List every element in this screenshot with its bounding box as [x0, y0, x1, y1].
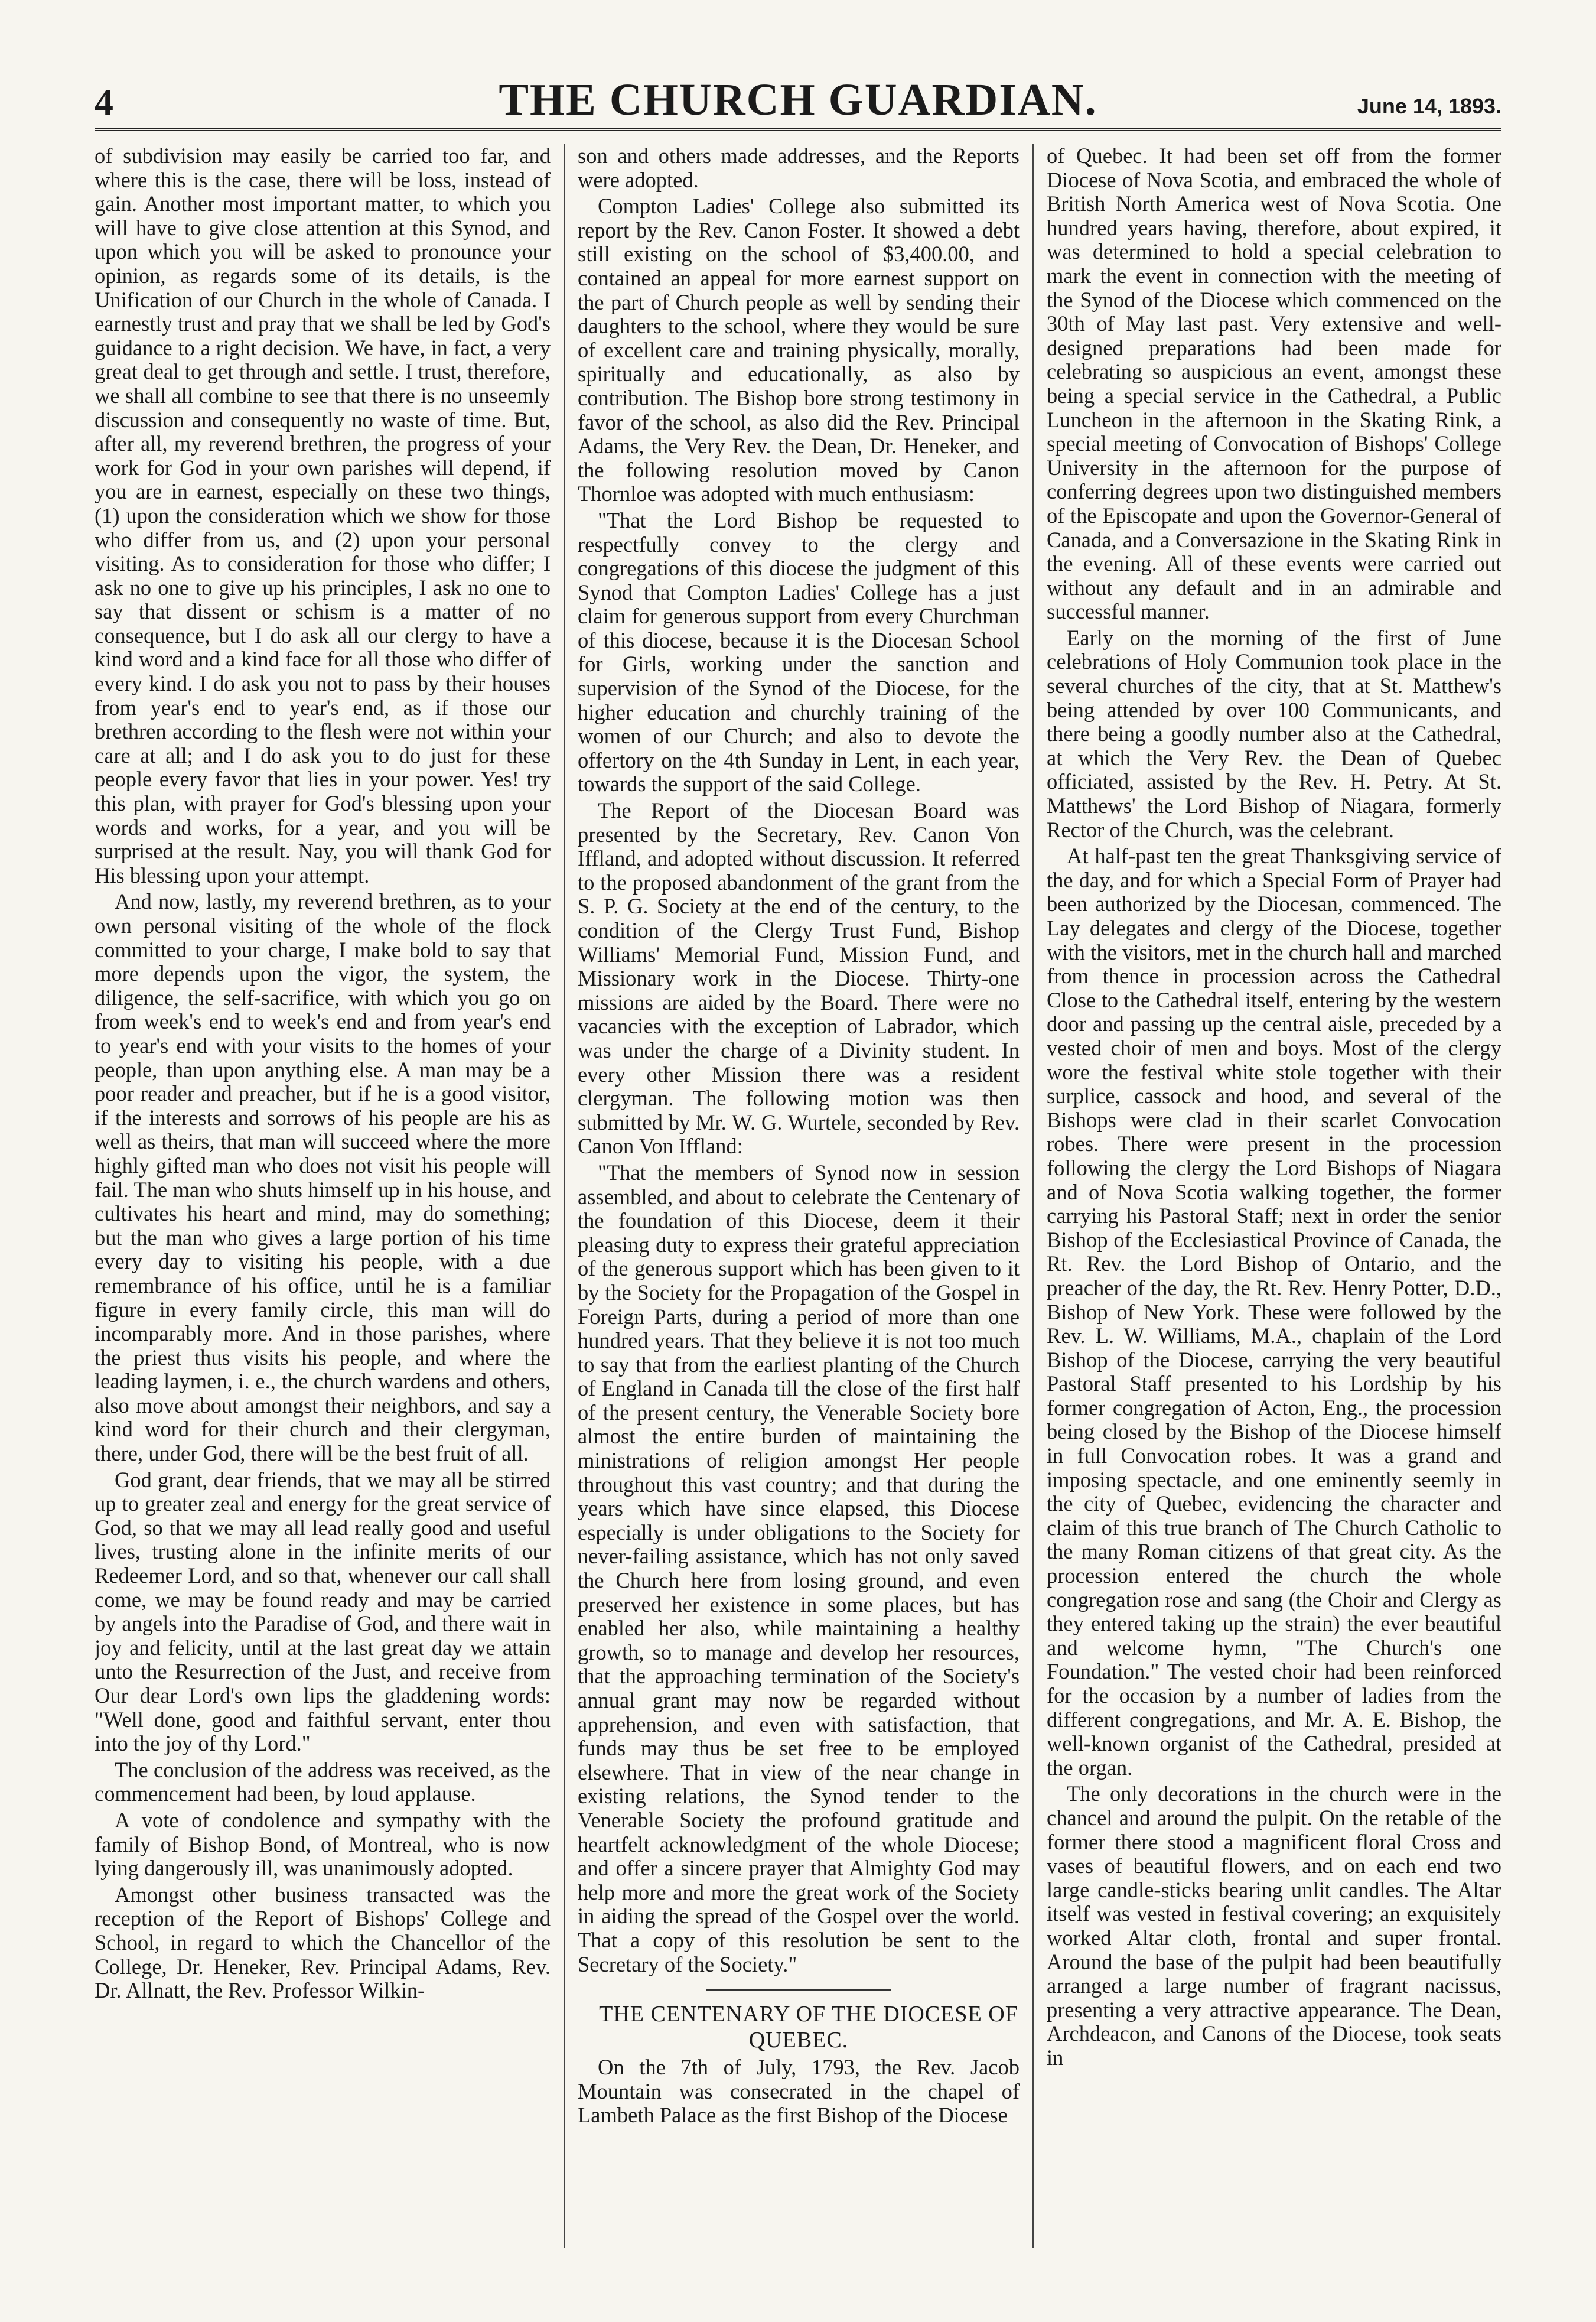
column-2: [564, 144, 1032, 2248]
paragraph: of Quebec. It had been set off from the former Diocese of Nova Scotia, and embraced the whole of British North America west of Nova Scotia. One hundred years having, therefore, about expired, it was determined to hold a special celebration to mark the event in connection with the meeting of the Synod of the Diocese which commenced on the 30th of May last past. Very extensive and well-designed preparations had been made for celebrating so auspicious an event, amongst these being a special service in the Cathedral, a Public Luncheon in the afternoon in the Skating Rink, a special meeting of Convocation of Bishops' College University in the afternoon for the purpose of conferring degrees upon two distinguished members of the Episcopate and upon the Governor-General of Canada, and a Conversazione in the Skating Rink in the evening. All of these events were carried out without any default and in an admirable and successful manner.: [1047, 144, 1501, 624]
paragraph: And now, lastly, my reverend brethren, as to your own personal visiting of the whole of the flock committed to your charge, I make bold to say that more depends upon the vigor, the system, the diligence, the self-sacrifice, with which you go on from week's end to week's end and from year's end to year's end with your visits to the homes of your people, than upon anything else. A man may be a poor reader and preacher, but if he is a good visitor, if the interests and sorrows of his people are his as well as theirs, that man will succeed where the more highly gifted man who does not visit his people will fail. The man who shuts himself up in his house, and cultivates his heart and mind, may do something; but the man who gives a large portion of his time every day to visiting his people, with a due remembrance of his office, until he is a familiar figure in every family circle, this man will do incomparably more. And in those parishes, where the priest thus visits his people, and where the leading laymen, i. e., the church wardens and others, also move about amongst their neighbors, and say a kind word for their church and their clergyman, there, under God, there will be the best fruit of all.: [95, 889, 551, 1466]
masthead: [95, 74, 1501, 131]
paragraph: God grant, dear friends, that we may all be stirred up to greater zeal and energy for the great service of God, so that we may all lead really good and useful lives, trusting alone in the infinite merits of our Redeemer Lord, and so that, whenever our call shall come, we may be found ready and may be carried by angels into the Paradise of God, and there wait in joy and felicity, until at the last great day we attain unto the Resurrection of the Just, and receive from Our dear Lord's own lips the gladdening words: "Well done, good and faithful servant, enter thou into the joy of thy Lord.": [95, 1467, 551, 1756]
paragraph: The Report of the Diocesan Board was presented by the Secretary, Rev. Canon Von Iffland, and adopted without discussion. It referred to the proposed abandonment of the grant from the S. P. G. Society at the end of the century, to the condition of the Clergy Trust Fund, Bishop Williams' Memorial Fund, Mission Fund, and Missionary work in the Diocese. Thirty-one missions are aided by the Board. There were no vacancies with the exception of Labrador, which was under the charge of a Divinity student. In every other Mission there was a resident clergyman. The following motion was then submitted by Mr. W. G. Wurtele, seconded by Rev. Canon Von Iffland:: [578, 798, 1020, 1159]
paragraph: "That the Lord Bishop be requested to respectfully convey to the clergy and congregations of this diocese the judgment of this Synod that Compton Ladies' College has a just claim for generous support from every Churchman of this diocese, because it is the Diocesan School for Girls, working under the sanction and supervision of the Synod of the Diocese, for the higher education and churchly training of the women of our Church; and also to devote the offertory on the 4th Sunday in Lent, in each year, towards the support of the said College.: [578, 508, 1020, 796]
page-number: 4: [95, 81, 113, 123]
column-3: [1032, 144, 1501, 2248]
section-heading: THE CENTENARY OF THE DIOCESE OF QUEBEC.: [599, 2002, 1018, 2053]
paragraph: Compton Ladies' College also submitted its report by the Rev. Canon Foster. It showed a debt still existing on the school of $3,400.00, and contained an appeal for more earnest support on the part of Church people as well by sending their daughters to the school, where they would be sure of excellent care and training physically, morally, spiritually and educationally, as also by contribution. The Bishop bore strong testimony in favor of the school, as also did the Rev. Principal Adams, the Very Rev. the Dean, Dr. Heneker, and the following resolution moved by Canon Thornloe was adopted with much enthusiasm:: [578, 194, 1020, 506]
paragraph: of subdivision may easily be carried too far, and where this is the case, there will be loss, instead of gain. Another most important matter, to which you will have to give close attention at this Synod, and upon which you will be asked to pronounce your opinion, as regards some of its details, is the Unification of our Church in the whole of Canada. I earnestly trust and pray that we shall be led by God's guidance to a right decision. We have, in fact, a very great deal to get through and settle. I trust, therefore, we shall all combine to see that there is no unseemly discussion and consequently no waste of time. But, after all, my reverend brethren, the progress of your work for God in your own parishes will depend, if you are in earnest, especially on these two things, (1) upon the consideration which we show for those who differ from us, and (2) upon your personal visiting. As to consideration for those who differ; I ask no one to give up his principles, I ask no one to say that dissent or schism is a matter of no consequence, but I do ask all our clergy to have a kind word and a kind face for all those who differ of every kind. I do ask you not to pass by their houses from year's end to year's end, as if those our brethren according to the flesh were not within your care at all; and I do ask you to do just for these people every favor that lies in your power. Yes! try this plan, with prayer for God's blessing upon your words and works, for a year, and you will be surprised at the result. Nay, you will thank God for His blessing upon your attempt.: [95, 144, 551, 887]
paragraph: At half-past ten the great Thanksgiving service of the day, and for which a Special Form of Prayer had been authorized by the Diocesan, commenced. The Lay delegates and clergy of the Diocese, together with the visitors, met in the church hall and marched from thence in procession across the Cathedral Close to the Cathedral itself, entering by the western door and passing up the central aisle, preceded by a vested choir of men and boys. Most of the clergy wore the festival white stole together with their surplice, cassock and hood, and several of the Bishops were clad in their scarlet Convocation robes. There were present in the procession following the clergy the Lord Bishops of Niagara and of Nova Scotia walking together, the former carrying his Pastoral Staff; next in order the senior Bishop of the Ecclesiastical Province of Canada, the Rt. Rev. the Lord Bishop of Ontario, and the preacher of the day, the Rt. Rev. Henry Potter, D.D., Bishop of New York. These were followed by the Rev. L. W. Williams, M.A., chaplain of the Lord Bishop of the Diocese, carrying the very beautiful Pastoral Staff presented to his Lordship by his former congregation of Acton, Eng., the procession being closed by the Bishop of the Diocese himself in full Convocation robes. It was a grand and imposing spectacle, and one eminently seemly in the city of Quebec, evidencing the character and claim of this true branch of The Church Catholic to the many Roman citizens of that great city. As the procession entered the church the whole congregation rose and sang (the Choir and Clergy as they entered taking up the strain) the ever beautiful and welcome hymn, "The Church's one Foundation." The vested choir had been reinforced for the occasion by a number of ladies from the different congregations, and Mr. A. E. Bishop, the well-known organist of the Cathedral, presided at the organ.: [1047, 844, 1501, 1780]
paragraph: On the 7th of July, 1793, the Rev. Jacob Mountain was consecrated in the chapel of Lambeth Palace as the first Bishop of the Diocese: [578, 2055, 1020, 2128]
paragraph: son and others made addresses, and the Reports were adopted.: [578, 144, 1020, 192]
column-1: [95, 144, 564, 2248]
paragraph: Amongst other business transacted was the reception of the Report of Bishops' College and School, in regard to which the Chancellor of the College, Dr. Heneker, Rev. Principal Adams, Rev. Dr. Allnatt, the Rev. Professor Wilkin-: [95, 1882, 551, 2003]
issue-date: June 14, 1893.: [1357, 94, 1501, 118]
newspaper-title: THE CHURCH GUARDIAN.: [499, 75, 1097, 125]
article-columns: [95, 144, 1501, 2248]
paragraph: A vote of condolence and sympathy with the family of Bishop Bond, of Montreal, who is now lying dangerously ill, was unanimously adopted.: [95, 1807, 551, 1881]
paragraph: Early on the morning of the first of June celebrations of Holy Communion took place in the several churches of the city, that at St. Matthew's being attended by over 100 Communicants, and there being a goodly number also at the Cathedral, at which the Very Rev. the Dean of Quebec officiated, assisted by the Rev. H. Petry. At St. Matthews' the Lord Bishop of Niagara, formerly Rector of the Church, was the celebrant.: [1047, 625, 1501, 842]
paragraph: The conclusion of the address was received, as the commencement had been, by loud applause.: [95, 1757, 551, 1806]
paragraph: "That the members of Synod now in session assembled, and about to celebrate the Centenary of the foundation of this Diocese, deem it their pleasing duty to express their grateful appreciation of the generous support which has been given to it by the Society for the Propagation of the Gospel in Foreign Parts, during a period of more than one hundred years. That they believe it is not too much to say that from the earliest planting of the Church of England in Canada till the close of the first half of the present century, the Venerable Society bore almost the entire burden of maintaining the ministrations of religion amongst Her people throughout this vast country; and that during the years which have since elapsed, this Diocese especially is under obligations to the Society for never-failing assistance, which has not only saved the Church here from losing ground, and even preserved her existence in some places, but has enabled her also, while maintaining a healthy growth, so to manage and develop her resources, that the approaching termination of the Society's annual grant may now be regarded without apprehension, and even with satisfaction, that funds may thus be set free to be employed elsewhere. That in view of the near change in existing relations, the Synod tender to the Venerable Society the profound gratitude and heartfelt acknowledgment of the whole Diocese; and offer a sincere prayer that Almighty God may help more and more the great work of the Society in aiding the spread of the Gospel over the world. That a copy of this resolution be sent to the Secretary of the Society.": [578, 1160, 1020, 1976]
paragraph: The only decorations in the church were in the chancel and around the pulpit. On the retable of the former there stood a magnificent floral Cross and vases of beautiful flowers, and on each end two large candle-sticks bearing unlit candles. The Altar itself was vested in festival covering; an exquisitely worked Altar cloth, frontal and super frontal. Around the base of the pulpit had been beautifully arranged a large number of fragrant nacissus, presenting a very attractive appearance. The Dean, Archdeacon, and Canons of the Diocese, took seats in: [1047, 1781, 1501, 2070]
section-divider: [706, 1989, 891, 1991]
